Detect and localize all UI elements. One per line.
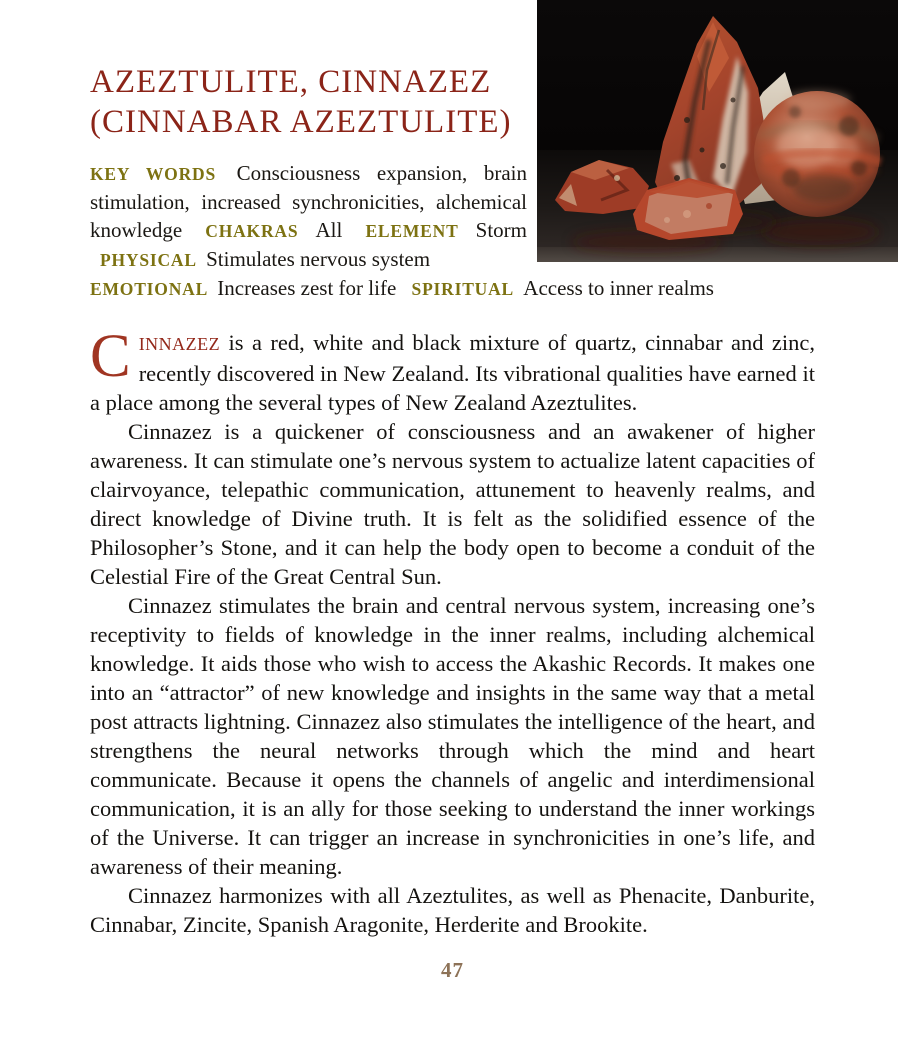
spiritual-text: Access to inner realms (523, 276, 714, 300)
physical-text: Stimulates nervous system (206, 247, 431, 271)
keywords-label: KEY WORDS (90, 164, 216, 184)
keywords-text: Consciousness expansion, brain stimulation, increased synchronicities, alchemical knowledge (90, 161, 527, 242)
page-number: 47 (441, 958, 464, 982)
paragraph-intro-text: is a red, white and black mixture of quartz, cinnabar and zinc, recently discovered in New Zealand. Its vibrational qualities have earned it a place among the several types of New Zealand Azeztulites. (90, 330, 815, 415)
title-line-2: (CINNABAR AZEZTULITE) (90, 104, 512, 140)
element-text: Storm (475, 218, 528, 242)
paragraph-3: Cinnazez stimulates the brain and central nervous system, increasing one’s receptivity to fields of knowledge in the inner realms, including alchemical knowledge. It aids those who wish to access the Akashic Records. It makes one into an “attractor” of new knowledge and insights in the same way that a metal post attracts lightning. Cinnazez also stimulates the intelligence of the heart, and strengthens the neural networks through which the mind and heart communicate. Because it opens the channels of angelic and interdimensional communication, it is an ally for those seeking to understand the inner workings of the Universe. It can trigger an increase in synchronicities in one’s life, and awareness of their meaning. (90, 593, 815, 879)
stones-photo-illustration (537, 0, 898, 262)
stone-name-smallcaps: INNAZEZ (138, 334, 221, 354)
spiritual-label: SPIRITUAL (411, 279, 515, 299)
keywords-block-2 (90, 274, 815, 303)
emotional-text: Increases zest for life (217, 276, 397, 300)
drop-cap: C (90, 323, 131, 390)
emotional-label: EMOTIONAL (90, 279, 209, 299)
chakras-text: All (315, 218, 343, 242)
title-line-1: AZEZTULITE, CINNAZEZ (90, 64, 492, 100)
physical-label: PHYSICAL (100, 250, 197, 270)
paragraph-intro (90, 323, 815, 417)
keywords-block (90, 159, 527, 274)
paragraph-4: Cinnazez harmonizes with all Azeztulites, as well as Phenacite, Danburite, Cinnabar, Zincite, Spanish Aragonite, Herderite and Brookite. (90, 883, 815, 937)
element-label: ELEMENT (365, 221, 459, 241)
paragraph-2: Cinnazez is a quickener of consciousness and an awakener of higher awareness. It can stimulate one’s nervous system to actualize latent capacities of clairvoyance, telepathic communication, attunement to heavenly realms, and direct knowledge of Divine truth. It is felt as the solidified essence of the Philosopher’s Stone, and it can help the body open to become a conduit of the Celestial Fire of the Great Central Sun. (90, 419, 815, 589)
reflection-under-sphere (762, 219, 878, 245)
stones-photo (537, 0, 898, 262)
chakras-label: CHAKRAS (205, 221, 299, 241)
body-text (90, 323, 815, 939)
